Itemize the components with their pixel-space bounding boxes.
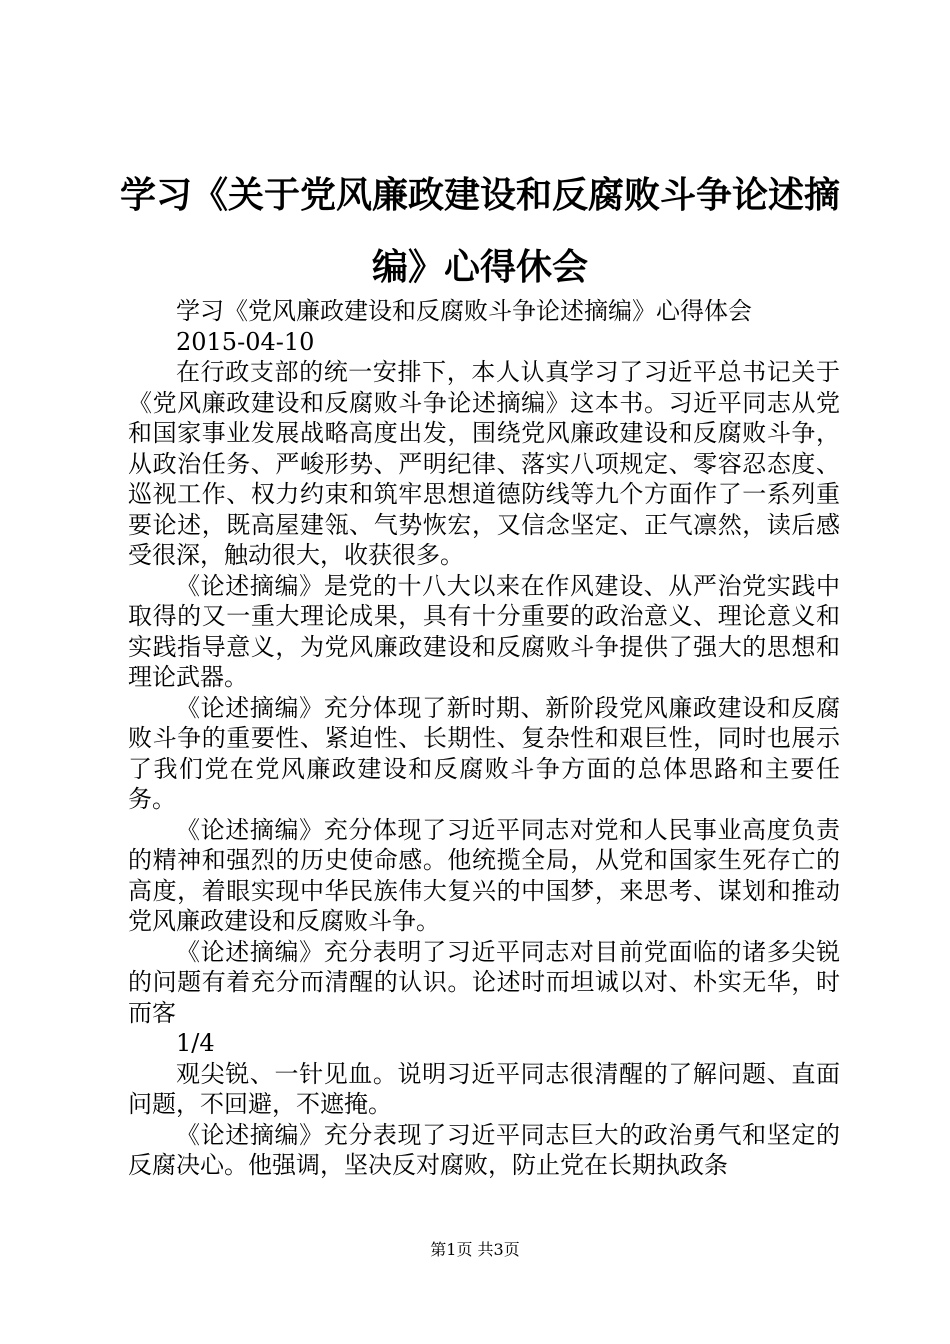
- page-footer: 第1页 共3页: [430, 1240, 520, 1259]
- paragraph: 在行政支部的统一安排下，本人认真学习了习近平总书记关于《党风廉政建设和反腐败斗争论述摘编》这本书。习近平同志从党和国家事业发展战略高度出发，围绕党风廉政建设和反腐败斗争，从政治任务、严峻形势、严明纪律、落实八项规定、零容忍态度、巡视工作、权力约束和筑牢思想道德防线等九个方面作了一系列重要论述，既高屋建瓴、气势恢宏，又信念坚定、正气凛然，读后感受很深，触动很大，收获很多。: [128, 358, 840, 569]
- paragraph: 《论述摘编》充分体现了习近平同志对党和人民事业高度负责的精神和强烈的历史使命感。他统揽全局，从党和国家生死存亡的高度，着眼实现中华民族伟大复兴的中国梦，来思考、谋划和推动党风廉政建设和反腐败斗争。: [128, 815, 840, 935]
- paragraph: 《论述摘编》充分体现了新时期、新阶段党风廉政建设和反腐败斗争的重要性、紧迫性、长期性、复杂性和艰巨性，同时也展示了我们党在党风廉政建设和反腐败斗争方面的总体思路和主要任务。: [128, 693, 840, 813]
- document-title: 学习《关于党风廉政建设和反腐败斗争论述摘编》心得休会: [119, 175, 840, 288]
- inline-page-marker: 1/4: [176, 1029, 215, 1057]
- paragraph: 观尖锐、一针见血。说明习近平同志很清醒的了解问题、直面问题，不回避，不遮掩。: [128, 1059, 840, 1118]
- paragraph: 《论述摘编》充分表明了习近平同志对目前党面临的诸多尖锐的问题有着充分而清醒的认识。论述时而坦诚以对、朴实无华，时而客: [128, 937, 840, 1027]
- paragraph: 《论述摘编》充分表现了习近平同志巨大的政治勇气和坚定的反腐决心。他强调，坚决反对腐败，防止党在长期执政条: [128, 1120, 840, 1179]
- paragraph-subtitle: 学习《党风廉政建设和反腐败斗争论述摘编》心得体会: [176, 297, 752, 325]
- paragraph-date: 2015-04-10: [176, 327, 315, 356]
- document-body: [128, 296, 840, 1181]
- paragraph: 《论述摘编》是党的十八大以来在作风建设、从严治党实践中取得的又一重大理论成果，具有十分重要的政治意义、理论意义和实践指导意义，为党风廉政建设和反腐败斗争提供了强大的思想和理论武器。: [128, 571, 840, 691]
